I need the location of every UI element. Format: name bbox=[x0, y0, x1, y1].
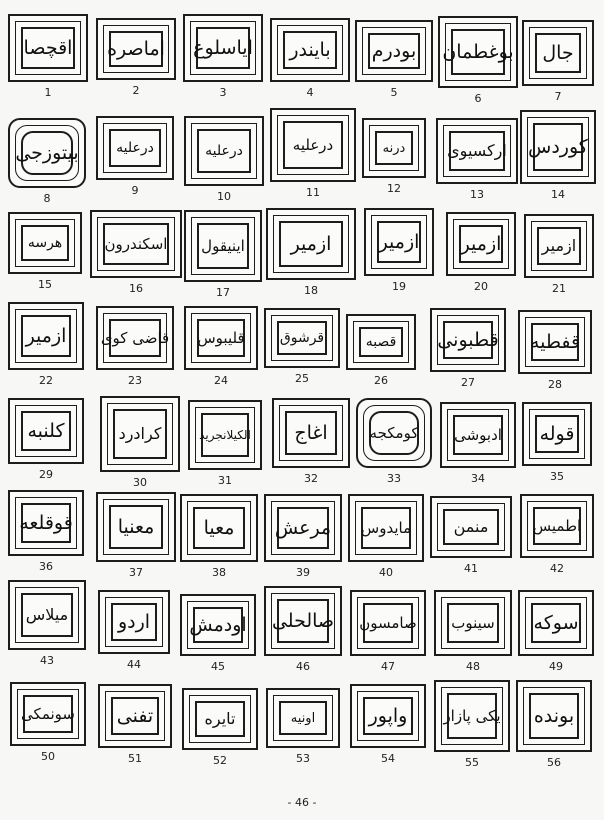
stamp-item bbox=[348, 494, 424, 579]
stamp-number: 16 bbox=[129, 282, 143, 295]
stamp-number: 55 bbox=[465, 756, 479, 769]
stamp-item bbox=[96, 492, 176, 579]
stamp-item bbox=[98, 590, 170, 671]
stamp-text: ازمیر bbox=[541, 236, 577, 255]
stamp-text: بودرم bbox=[371, 39, 417, 62]
stamp-frame bbox=[188, 400, 262, 470]
stamp-frame bbox=[184, 116, 264, 186]
stamp-item bbox=[90, 210, 182, 295]
stamp-frame bbox=[264, 308, 340, 368]
stamp-text: اینیقول bbox=[201, 236, 245, 255]
stamp-number: 36 bbox=[39, 560, 53, 573]
stamp-item bbox=[96, 18, 176, 97]
stamp-item bbox=[446, 212, 516, 293]
stamp-frame bbox=[524, 214, 594, 278]
stamp-frame bbox=[346, 314, 416, 370]
stamp-frame bbox=[180, 494, 258, 562]
stamp-frame bbox=[438, 16, 518, 88]
stamp-number: 48 bbox=[466, 660, 480, 673]
stamp-item bbox=[266, 688, 340, 765]
stamp-number: 35 bbox=[550, 470, 564, 483]
stamp-item bbox=[516, 680, 592, 769]
stamp-item bbox=[182, 688, 258, 767]
stamp-item bbox=[364, 208, 434, 293]
stamp-text: بونده bbox=[533, 704, 575, 727]
stamp-item bbox=[440, 402, 516, 485]
stamp-frame bbox=[430, 308, 506, 372]
stamp-item bbox=[520, 110, 596, 201]
stamp-text: قوقلعه bbox=[19, 511, 73, 534]
stamp-number: 32 bbox=[304, 472, 318, 485]
stamp-text: الکیلانجرید bbox=[199, 428, 251, 442]
stamp-number: 7 bbox=[554, 90, 562, 103]
stamp-number: 15 bbox=[38, 278, 52, 291]
stamp-frame bbox=[364, 208, 434, 276]
stamp-number: 27 bbox=[461, 376, 475, 389]
stamp-frame bbox=[350, 684, 426, 748]
stamp-number: 37 bbox=[129, 566, 143, 579]
stamp-text: کرادرد bbox=[118, 424, 162, 443]
stamp-number: 12 bbox=[387, 182, 401, 195]
stamp-frame bbox=[522, 20, 594, 86]
stamp-text: کومکجه bbox=[369, 423, 419, 442]
stamp-item bbox=[8, 212, 82, 291]
stamp-number: 44 bbox=[127, 658, 141, 671]
stamp-number: 33 bbox=[387, 472, 401, 485]
stamp-item bbox=[96, 116, 174, 197]
stamp-text: اطمیس bbox=[532, 516, 582, 535]
stamp-frame bbox=[436, 118, 518, 184]
stamp-frame bbox=[434, 680, 510, 752]
stamp-text: اقچصا bbox=[23, 36, 73, 59]
stamp-number: 45 bbox=[211, 660, 225, 673]
stamp-number: 22 bbox=[39, 374, 53, 387]
stamp-frame bbox=[98, 684, 172, 748]
stamp-text: میلاس bbox=[25, 605, 69, 624]
stamp-text: واپور bbox=[368, 704, 408, 727]
stamp-text: قفطیه bbox=[529, 330, 581, 353]
stamp-frame bbox=[8, 580, 86, 650]
stamp-item bbox=[270, 18, 350, 99]
stamp-number: 20 bbox=[474, 280, 488, 293]
stamp-frame bbox=[100, 396, 180, 472]
stamp-frame bbox=[270, 18, 350, 82]
stamp-frame bbox=[98, 590, 170, 654]
stamp-frame bbox=[8, 118, 86, 188]
stamp-number: 1 bbox=[44, 86, 52, 99]
stamp-text: ازمیر bbox=[25, 324, 67, 347]
stamp-text: قوله bbox=[539, 422, 575, 445]
stamp-frame bbox=[522, 402, 592, 466]
stamp-text: قطبونی bbox=[437, 328, 499, 351]
stamp-text: قرشوق bbox=[279, 330, 325, 346]
stamp-text: قصبه bbox=[365, 334, 397, 350]
stamp-text: ازمیر bbox=[290, 232, 332, 255]
stamp-number: 26 bbox=[374, 374, 388, 387]
stamp-number: 39 bbox=[296, 566, 310, 579]
stamp-text: اودمش bbox=[189, 613, 247, 636]
stamp-frame bbox=[270, 108, 356, 182]
stamp-item bbox=[522, 402, 592, 483]
stamp-frame bbox=[350, 590, 426, 656]
stamp-frame bbox=[96, 492, 176, 562]
stamp-text: اونیه bbox=[290, 710, 316, 726]
stamp-text: سینوب bbox=[451, 613, 495, 632]
stamp-frame bbox=[348, 494, 424, 562]
stamp-number: 42 bbox=[550, 562, 564, 575]
stamp-item bbox=[8, 302, 84, 387]
stamp-item bbox=[8, 398, 84, 481]
stamp-number: 14 bbox=[551, 188, 565, 201]
stamp-item bbox=[430, 496, 512, 575]
stamp-frame bbox=[446, 212, 516, 276]
stamp-item bbox=[98, 684, 172, 765]
stamp-item bbox=[264, 308, 340, 385]
stamp-number: 9 bbox=[131, 184, 139, 197]
stamp-item bbox=[100, 396, 180, 489]
stamp-frame bbox=[8, 14, 88, 82]
stamp-number: 11 bbox=[306, 186, 320, 199]
stamp-number: 34 bbox=[471, 472, 485, 485]
stamp-frame bbox=[264, 494, 342, 562]
stamp-number: 30 bbox=[133, 476, 147, 489]
stamp-frame bbox=[96, 306, 174, 370]
stamp-frame bbox=[266, 208, 356, 280]
stamp-text: اماصره bbox=[107, 37, 165, 60]
stamp-item bbox=[346, 314, 416, 387]
stamp-item bbox=[8, 14, 88, 99]
stamp-item bbox=[10, 682, 86, 763]
stamp-number: 40 bbox=[379, 566, 393, 579]
stamp-item bbox=[355, 20, 433, 99]
stamp-item bbox=[436, 118, 518, 201]
stamp-text: کوردس bbox=[528, 135, 588, 158]
stamp-number: 46 bbox=[296, 660, 310, 673]
stamp-frame bbox=[355, 20, 433, 82]
stamp-item bbox=[434, 590, 512, 673]
stamp-frame bbox=[434, 590, 512, 656]
stamp-number: 56 bbox=[547, 756, 561, 769]
stamp-item bbox=[350, 684, 426, 765]
stamp-text: صامسون bbox=[359, 613, 417, 632]
stamp-number: 13 bbox=[470, 188, 484, 201]
stamp-text: بیتوزجی bbox=[15, 141, 79, 164]
stamp-item bbox=[264, 494, 342, 579]
stamp-number: 6 bbox=[474, 92, 482, 105]
stamp-frame bbox=[520, 110, 596, 184]
stamp-text: معیا bbox=[203, 516, 235, 539]
stamp-text: صالحلی bbox=[271, 609, 335, 632]
stamp-frame bbox=[520, 494, 594, 558]
stamp-number: 17 bbox=[216, 286, 230, 299]
stamp-item bbox=[8, 580, 86, 667]
stamp-item bbox=[272, 398, 350, 485]
stamp-number: 8 bbox=[43, 192, 51, 205]
stamp-item bbox=[266, 208, 356, 297]
stamp-number: 29 bbox=[39, 468, 53, 481]
stamp-item bbox=[524, 214, 594, 295]
stamp-text: قاضی کوی bbox=[100, 328, 170, 347]
stamp-number: 47 bbox=[381, 660, 395, 673]
stamp-text: ایاسلوغ bbox=[193, 36, 253, 59]
stamp-frame bbox=[516, 680, 592, 752]
stamp-item bbox=[518, 590, 594, 673]
stamp-number: 5 bbox=[390, 86, 398, 99]
stamp-text: بایندر bbox=[289, 38, 331, 61]
stamp-number: 21 bbox=[552, 282, 566, 295]
page-number: - 46 - bbox=[287, 796, 317, 809]
stamp-number: 24 bbox=[214, 374, 228, 387]
stamp-text: درنه bbox=[382, 140, 406, 156]
stamp-frame bbox=[266, 688, 340, 748]
stamp-number: 51 bbox=[128, 752, 142, 765]
stamp-text: درعلیه bbox=[292, 135, 334, 154]
stamp-item bbox=[434, 680, 510, 769]
stamp-frame bbox=[8, 490, 84, 556]
stamp-number: 25 bbox=[295, 372, 309, 385]
stamp-item bbox=[188, 400, 262, 487]
stamp-frame bbox=[180, 594, 256, 656]
stamp-number: 10 bbox=[217, 190, 231, 203]
stamp-text: معنیا bbox=[117, 515, 155, 538]
stamp-frame bbox=[264, 586, 342, 656]
stamp-frame bbox=[518, 310, 592, 374]
stamp-frame bbox=[183, 14, 263, 82]
stamp-frame bbox=[518, 590, 594, 656]
stamp-text: کلنبه bbox=[27, 419, 65, 442]
stamp-item bbox=[356, 398, 432, 485]
stamp-text: مایدوس bbox=[360, 518, 412, 537]
stamp-number: 31 bbox=[218, 474, 232, 487]
stamp-number: 19 bbox=[392, 280, 406, 293]
stamp-number: 4 bbox=[306, 86, 314, 99]
stamp-frame bbox=[10, 682, 86, 746]
stamp-frame bbox=[96, 18, 176, 80]
stamp-item bbox=[184, 306, 258, 387]
stamp-number: 3 bbox=[219, 86, 227, 99]
stamp-text: اسکندرون bbox=[104, 234, 168, 253]
stamp-item bbox=[362, 118, 426, 195]
stamp-text: مرعش bbox=[274, 516, 332, 539]
stamp-item bbox=[430, 308, 506, 389]
stamp-item bbox=[270, 108, 356, 199]
stamp-number: 2 bbox=[132, 84, 140, 97]
stamp-item bbox=[438, 16, 518, 105]
stamp-text: درعلیه bbox=[116, 140, 154, 156]
stamp-text: تفنی bbox=[116, 704, 154, 727]
stamp-frame bbox=[184, 210, 262, 282]
stamp-item bbox=[350, 590, 426, 673]
stamp-text: منمن bbox=[453, 517, 489, 536]
stamp-frame bbox=[430, 496, 512, 558]
stamp-text: قلیبوس bbox=[197, 328, 245, 347]
stamp-text: اردو bbox=[117, 610, 151, 633]
stamp-text: سونمکی bbox=[21, 704, 75, 723]
stamp-item bbox=[520, 494, 594, 575]
stamp-item bbox=[8, 490, 84, 573]
stamp-text: هرسه bbox=[27, 235, 63, 251]
stamp-frame bbox=[272, 398, 350, 468]
stamp-frame bbox=[8, 398, 84, 464]
stamp-frame bbox=[182, 688, 258, 750]
stamp-text: ازمیر bbox=[460, 232, 502, 255]
stamp-number: 38 bbox=[212, 566, 226, 579]
stamp-frame bbox=[8, 212, 82, 274]
stamp-number: 49 bbox=[549, 660, 563, 673]
stamp-number: 53 bbox=[296, 752, 310, 765]
stamp-text: بوغطمان bbox=[442, 40, 514, 63]
stamp-text: اغاج bbox=[294, 421, 328, 444]
stamp-text: درعلیه bbox=[205, 143, 243, 159]
stamp-item bbox=[184, 116, 264, 203]
stamp-item bbox=[180, 594, 256, 673]
stamp-item bbox=[184, 210, 262, 299]
stamp-frame bbox=[96, 116, 174, 180]
stamp-text: جال bbox=[542, 41, 574, 64]
stamp-text: ازمیر bbox=[378, 230, 420, 253]
stamp-frame bbox=[356, 398, 432, 468]
stamp-item bbox=[180, 494, 258, 579]
stamp-item bbox=[183, 14, 263, 99]
stamp-number: 54 bbox=[381, 752, 395, 765]
stamp-item bbox=[264, 586, 342, 673]
stamp-number: 43 bbox=[40, 654, 54, 667]
stamp-item bbox=[522, 20, 594, 103]
stamp-number: 23 bbox=[128, 374, 142, 387]
stamp-item bbox=[96, 306, 174, 387]
stamp-text: یکی پازار bbox=[443, 706, 501, 725]
stamp-frame bbox=[8, 302, 84, 370]
stamp-item bbox=[518, 310, 592, 391]
stamp-number: 50 bbox=[41, 750, 55, 763]
stamp-text: تایره bbox=[204, 709, 236, 728]
stamp-number: 28 bbox=[548, 378, 562, 391]
stamp-number: 18 bbox=[304, 284, 318, 297]
stamp-text: ارکسیوی bbox=[447, 141, 507, 160]
stamp-frame bbox=[90, 210, 182, 278]
stamp-frame bbox=[362, 118, 426, 178]
stamp-frame bbox=[440, 402, 516, 468]
stamp-item bbox=[8, 118, 86, 205]
stamp-text: ادبوشی bbox=[454, 425, 502, 444]
stamp-frame bbox=[184, 306, 258, 370]
stamp-number: 41 bbox=[464, 562, 478, 575]
stamp-text: سوکه bbox=[533, 611, 579, 634]
stamp-number: 52 bbox=[213, 754, 227, 767]
